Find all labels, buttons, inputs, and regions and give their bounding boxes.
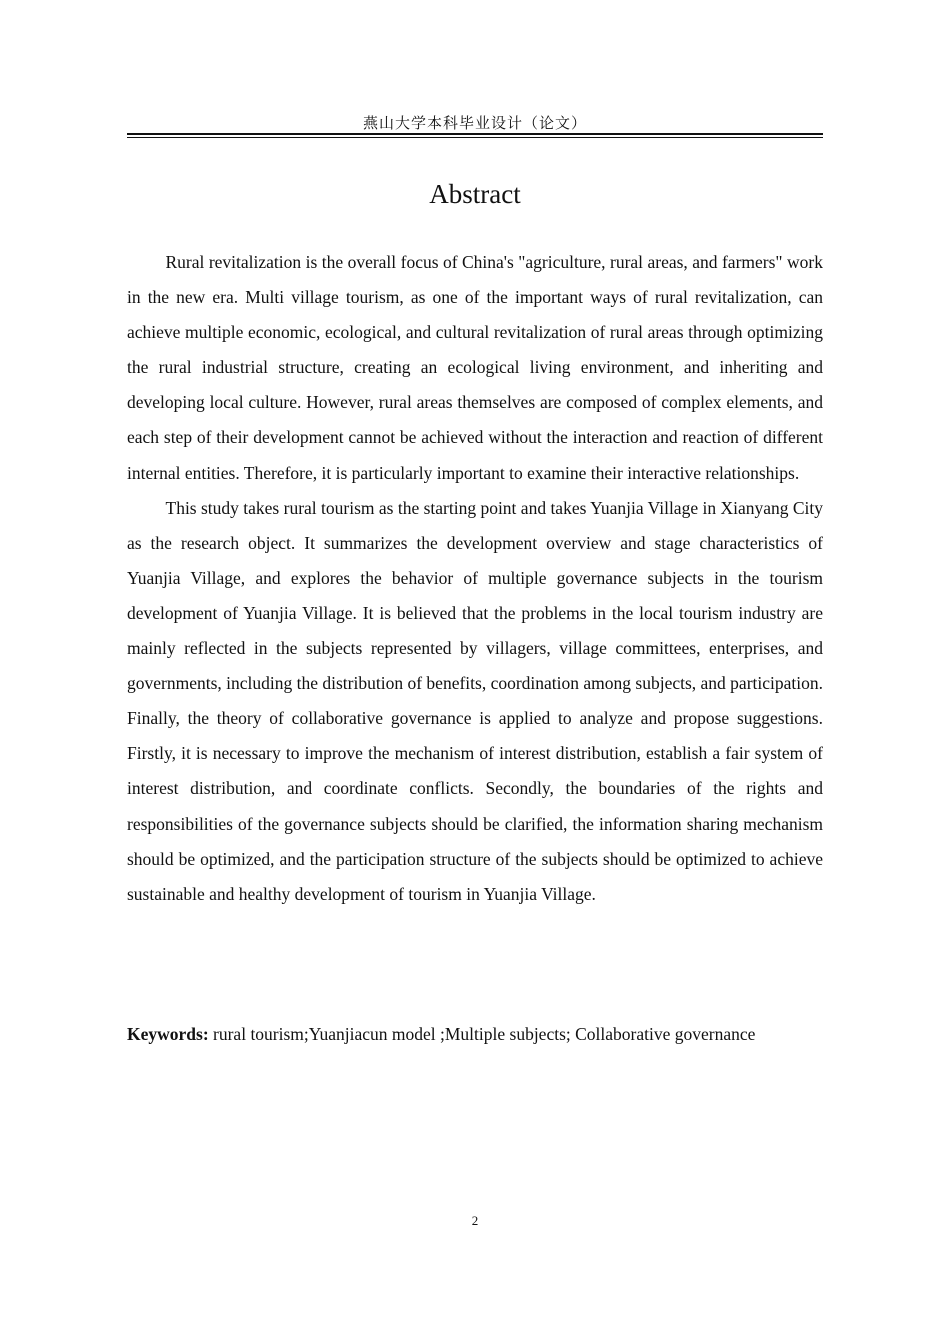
keywords-text: rural tourism;Yuanjiacun model ;Multiple subjects; Collaborative governance [208, 1024, 756, 1044]
keywords-line [127, 1017, 847, 1052]
header-rule-thick [127, 133, 823, 135]
abstract-paragraph-2: This study takes rural tourism as the starting point and takes Yuanjia Village in Xianyang City as the research object. It summarizes the development overview and stage characteristics of Yuanjia Village, and explores the behavior of multiple governance subjects in the tourism development of Yuanjia Village. It is believed that the problems in the local tourism industry are mainly reflected in the subjects represented by villagers, village committees, enterprises, and governments, including the distribution of benefits, coordination among subjects, and participation. Finally, the theory of collaborative governance is applied to analyze and propose suggestions. Firstly, it is necessary to improve the mechanism of interest distribution, establish a fair system of interest distribution, and coordinate conflicts. Secondly, the boundaries of the rights and responsibilities of the governance subjects should be clarified, the information sharing mechanism should be optimized, and the participation structure of the subjects should be optimized to achieve sustainable and healthy development of tourism in Yuanjia Village. [127, 497, 824, 904]
page-number: 2 [471, 1213, 479, 1228]
keywords-label: Keywords: [127, 1024, 209, 1044]
abstract-paragraph-1: Rural revitalization is the overall focus of China's "agriculture, rural areas, and farmers" work in the new era. Multi village tourism, as one of the important ways of rural revitalization, can achieve multiple economic, ecological, and cultural revitalization of rural areas through optimizing the rural industrial structure, creating an ecological living environment, and inheriting and developing local culture. However, rural areas themselves are composed of complex elements, and each step of their development cannot be achieved without the interaction and reaction of different internal entities. Therefore, it is particularly important to examine their interactive relationships. [127, 252, 823, 483]
running-header: 燕山大学本科毕业设计（论文） [362, 114, 587, 132]
abstract-heading: Abstract [429, 179, 521, 209]
header-rule-thin [127, 137, 823, 138]
abstract-body [127, 245, 823, 912]
